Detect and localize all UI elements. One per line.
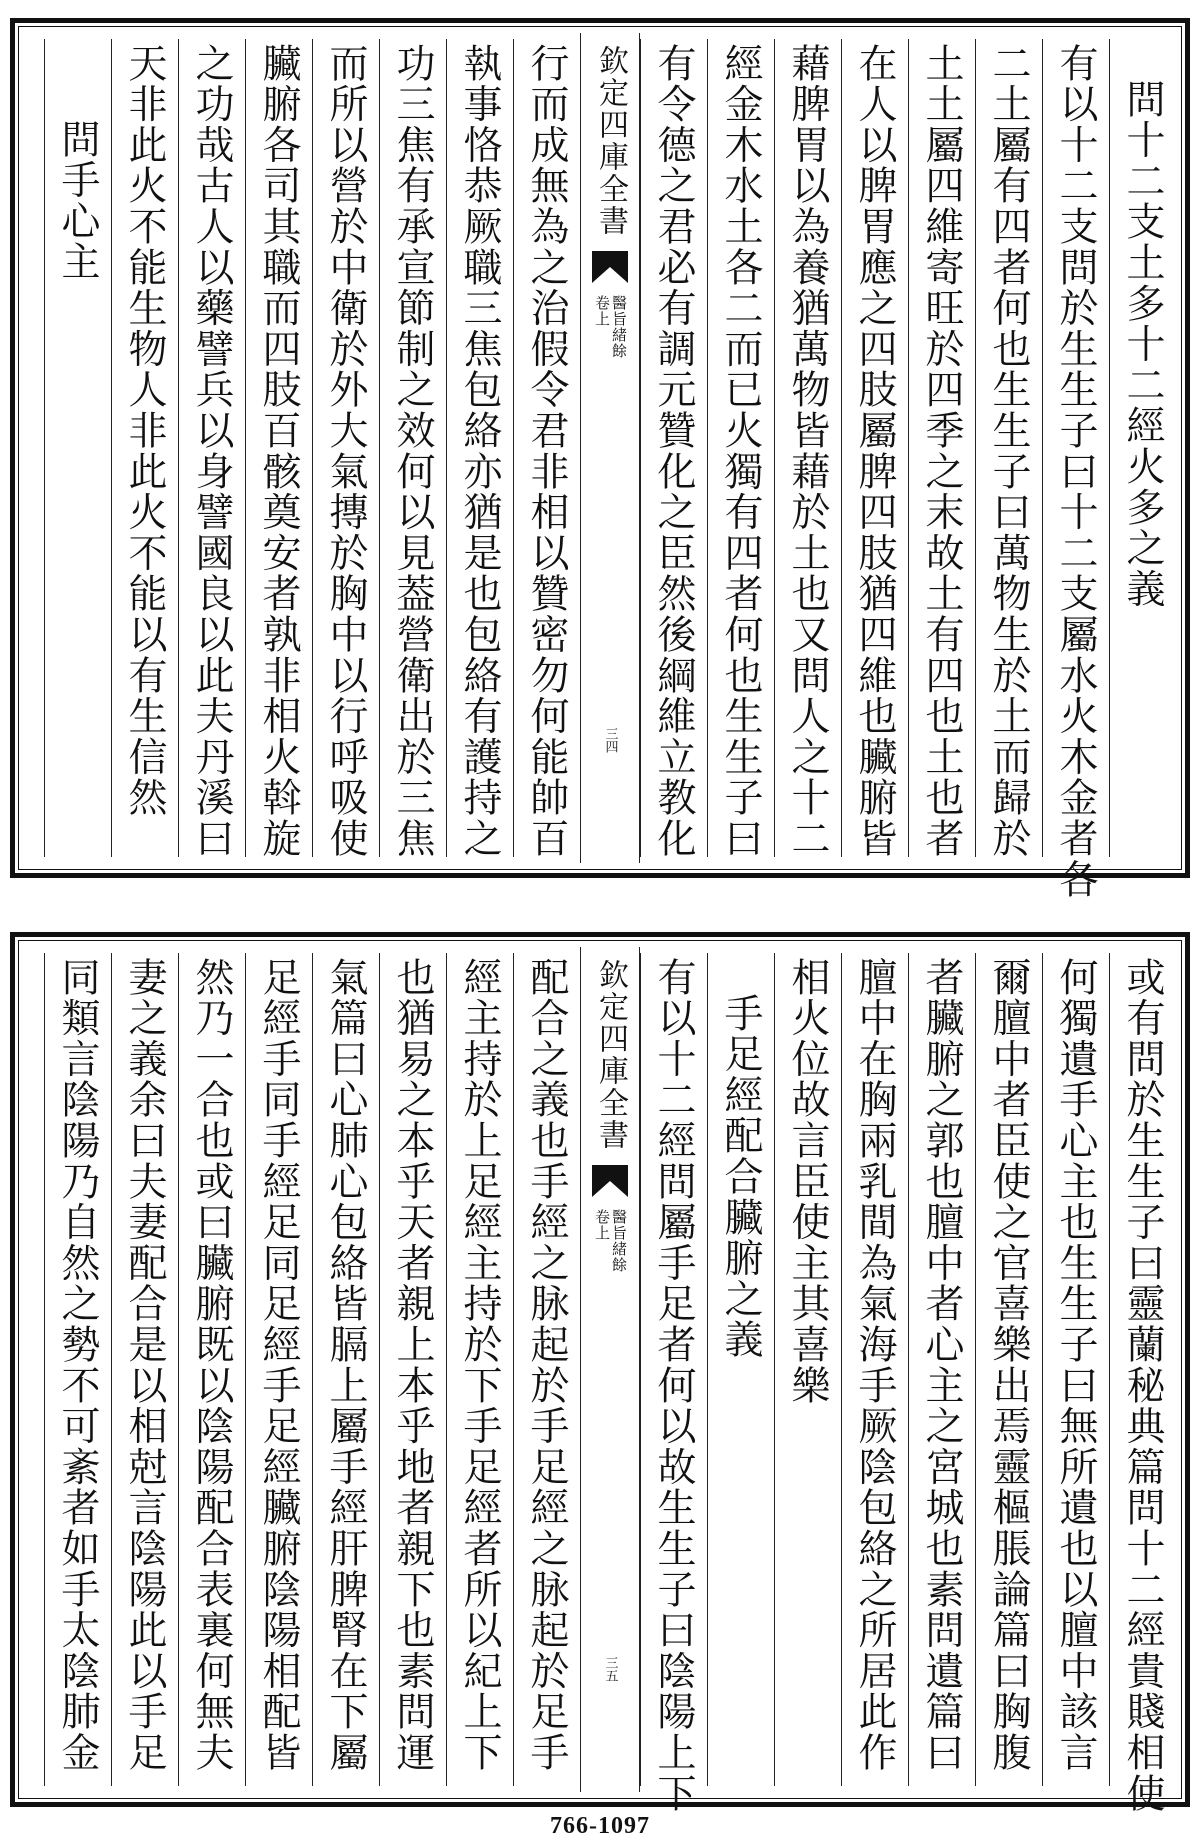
text-column: 氣篇曰心肺心包絡皆膈上屬手經肝脾腎在下屬 — [312, 953, 378, 1786]
section-heading: 問十二支土多十二經火多之義 — [1120, 79, 1165, 610]
book-info — [594, 295, 626, 359]
text-column: 功三焦有承宣節制之效何以見葢營衛出於三焦 — [379, 39, 445, 857]
fold-column — [580, 947, 640, 1792]
text-column: 之功哉古人以藥譬兵以身譬國良以此夫丹溪曰 — [178, 39, 244, 857]
volume-label: 卷上 — [593, 295, 611, 327]
text-column: 執事恪恭厥職三焦包絡亦猶是也包絡有護持之 — [446, 39, 512, 857]
text-column: 而所以營於中衛於外大氣摶於胸中以行呼吸使 — [312, 39, 378, 857]
section-heading: 問手心主 — [55, 119, 100, 283]
fold-column — [580, 33, 640, 863]
book-info — [594, 1209, 626, 1273]
text-column — [44, 39, 110, 857]
text-column: 同類言陰陽乃自然之勢不可紊者如手太陰肺金 — [44, 953, 110, 1786]
text-column: 在人以脾胃應之四肢屬脾四肢猶四維也臟腑皆 — [841, 39, 907, 857]
text-column: 爾膻中者臣使之官喜樂出焉靈樞脹論篇曰胸腹 — [975, 953, 1041, 1786]
text-column: 行而成無為之治假令君非相以贊密勿何能帥百 — [513, 39, 579, 857]
fishtail-mark-icon — [590, 249, 630, 285]
text-column: 膻中在胸兩乳間為氣海手厥陰包絡之所居此作 — [841, 953, 907, 1786]
bottom-page — [10, 932, 1190, 1814]
text-column: 有以十二經問屬手足者何以故生生子曰陰陽上下 — [640, 953, 706, 1786]
text-column: 天非此火不能生物人非此火不能以有生信然 — [111, 39, 177, 857]
top-page-frame — [18, 26, 1182, 900]
text-column: 土土屬四維寄旺於四季之末故土有四也土也者 — [908, 39, 974, 857]
collection-title: 欽定四庫全書 — [593, 959, 628, 1151]
bottom-page-frame — [18, 940, 1182, 1814]
fishtail-mark-icon — [590, 1163, 630, 1199]
text-column: 有令德之君必有調元贊化之臣然後綱維立教化 — [640, 39, 706, 857]
text-column: 二土屬有四者何也生生子曰萬物生於土而歸於 — [975, 39, 1041, 857]
text-column: 相火位故言臣使主其喜樂 — [774, 953, 840, 1786]
text-column: 經金木水土各二而已火獨有四者何也生生子曰 — [707, 39, 773, 857]
collection-title: 欽定四庫全書 — [593, 45, 628, 237]
text-column: 有以十二支問於生生子曰十二支屬水火木金者各 — [1042, 39, 1108, 857]
volume-label: 卷上 — [593, 1209, 611, 1241]
book-title: 醫旨緒餘 — [610, 1209, 628, 1273]
book-title: 醫旨緒餘 — [610, 295, 628, 359]
text-column: 藉脾胃以為養猶萬物皆藉於土也又問人之十二 — [774, 39, 840, 857]
text-column: 臟腑各司其職而四肢百骸奠安者孰非相火斡旋 — [245, 39, 311, 857]
text-column: 也猶易之本乎天者親上本乎地者親下也素問運 — [379, 953, 445, 1786]
text-column: 經主持於上足經主持於下手足經者所以紀上下 — [446, 953, 512, 1786]
text-column: 妻之義余曰夫妻配合是以相尅言陰陽此以手足 — [111, 953, 177, 1786]
text-column — [1109, 39, 1175, 857]
text-column: 者臟腑之郭也膻中者心主之宮城也素問遺篇曰 — [908, 953, 974, 1786]
text-column: 何獨遺手心主也生生子曰無所遺也以膻中該言 — [1042, 953, 1108, 1786]
page-number: 三五 — [602, 1656, 618, 1682]
text-column: 然乃一合也或曰臟腑既以陰陽配合表裏何無夫 — [178, 953, 244, 1786]
text-column: 或有問於生生子曰靈蘭秘典篇問十二經貴賤相使 — [1109, 953, 1175, 1786]
text-column — [707, 953, 773, 1786]
text-column: 配合之義也手經之脉起於手足經之脉起於足手 — [513, 953, 579, 1786]
text-column: 足經手同手經足同足經手足經臟腑陰陽相配皆 — [245, 953, 311, 1786]
section-heading: 手足經配合臟腑之義 — [718, 993, 763, 1361]
reference-number: 766-1097 — [550, 1813, 650, 1839]
page-number: 三四 — [602, 727, 618, 753]
top-page — [10, 18, 1190, 900]
